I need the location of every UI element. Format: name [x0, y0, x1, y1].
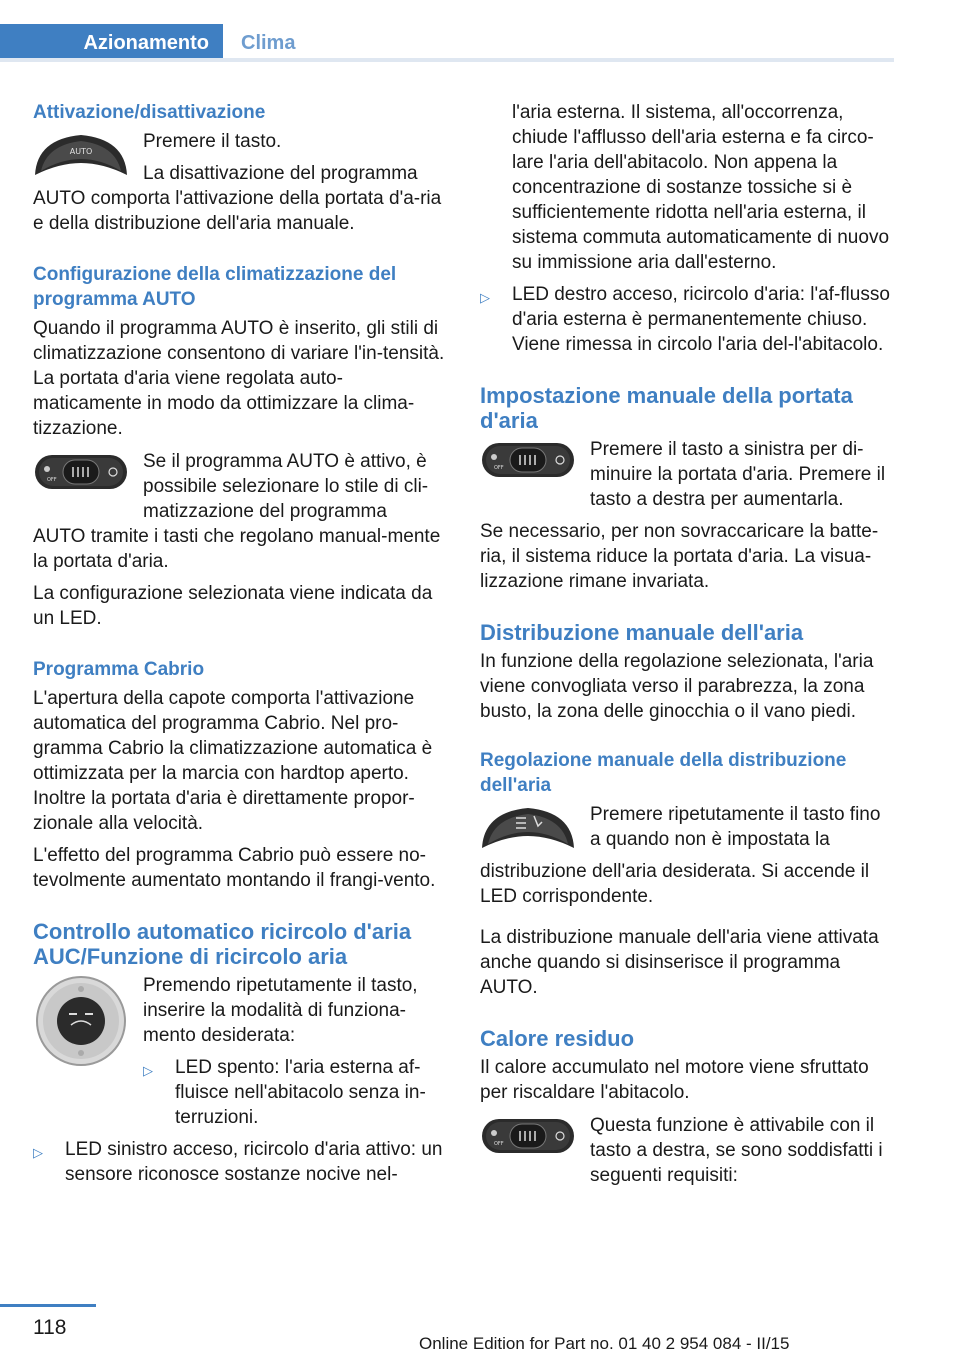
- edition-footer: Online Edition for Part no. 01 40 2 954 084 - II/15: [419, 1334, 790, 1353]
- onoff-para-2a: La disattivazione del programma: [143, 163, 418, 184]
- heading-residual-heat: Calore residuo: [480, 1026, 635, 1051]
- dist-para-1: In funzione della regolazione selezionata, l'aria viene convogliata verso il parabrezza, la zona busto, la zona delle ginocchia o il vano piedi.: [480, 651, 874, 722]
- config-figure-row: [33, 449, 448, 524]
- distreg-para-1a: Premere ripetutamente il tasto fino a quando non è impostata la: [590, 804, 881, 850]
- flow-para-2: Se necessario, per non sovraccaricare la batte-ria, il sistema riduce la portata d'aria. La visua-lizzazione rimane invariata.: [480, 521, 879, 592]
- auc-figure-row: [33, 973, 448, 1130]
- heading-distribution: Distribuzione manuale dell'aria: [480, 620, 804, 645]
- heading-onoff: Attivazione/disattivazione: [33, 102, 266, 123]
- heat-para-1: Il calore accumulato nel motore viene sfruttato per riscaldare l'abitacolo.: [480, 1057, 869, 1103]
- heat-para-2: Questa funzione è attivabile con il tasto a destra, se sono soddisfatti i seguenti requisiti:: [590, 1115, 883, 1186]
- auc-bullet-2-continued: [480, 100, 896, 275]
- right-column: [480, 100, 896, 1188]
- bullet-triangle-icon: ▷: [480, 290, 490, 305]
- fan-control-image: [33, 449, 129, 524]
- tab-azionamento[interactable]: Azionamento: [0, 24, 223, 62]
- auc-bullet-2-cont-text: l'aria esterna. Il sistema, all'occorrenza, chiude l'afflusso dell'aria esterna e fa circo-lare l'aria dell'abitacolo. Non appena la concentrazione di sostanze tossiche si è sufficientemente ridotta nell'aria esterna, il sistema commuta automaticamente di nuovo su immissione aria dall'esterno.: [512, 102, 890, 273]
- cabrio-para-2: L'effetto del programma Cabrio può essere no-tevolmente aumentato montando il frangi-vento.: [33, 845, 436, 891]
- auc-bullet-2: ▷ LED sinistro acceso, ricircolo d'aria attivo: un sensore riconosce sostanze nocive nel-: [33, 1139, 443, 1185]
- config-para-3: La configurazione selezionata viene indicata da un LED.: [33, 583, 433, 629]
- heading-config: Configurazione della climatizzazione del programma AUTO: [33, 264, 397, 310]
- config-para-2a: Se il programma AUTO è attivo, è possibile selezionare lo stile di cli-matizzazione del programma: [143, 451, 429, 522]
- bullet-triangle-icon: ▷: [33, 1145, 43, 1160]
- flow-para-1: Premere il tasto a sinistra per di-minuire la portata d'aria. Premere il tasto a destra per aumentarla.: [590, 439, 886, 510]
- recirculation-button-image: [33, 973, 129, 1130]
- onoff-figure-row: [33, 129, 448, 186]
- auto-button-label: AUTO: [69, 147, 93, 156]
- distreg-para-2: La distribuzione manuale dell'aria viene attivata anche quando si disinserisce il programma AUTO.: [480, 927, 879, 998]
- config-para-1: Quando il programma AUTO è inserito, gli stili di climatizzazione consentono di variare l'in-tensità. La portata d'aria viene regolata auto-maticamente in modo da ottimizzare la clima-tizzazione.: [33, 318, 445, 439]
- fan-control-image: [480, 437, 576, 512]
- auc-bullet-1: ▷ LED spento: l'aria esterna af-fluisce nell'abitacolo senza in-terruzioni.: [143, 1057, 426, 1128]
- distreg-para-1b: distribuzione dell'aria desiderata. Si accende il LED corrispondente.: [480, 861, 870, 907]
- heading-auc: Controllo automatico ricircolo d'aria AUC/Funzione di ricircolo aria: [33, 919, 412, 969]
- cabrio-para-1: L'apertura della capote comporta l'attivazione automatica del programma Cabrio. Nel pro-gramma Cabrio la climatizzazione automatica è ottimizzata per la marcia con hardtop aperto. Inoltre la portata d'aria è direttamente propor-zionale alla velocità.: [33, 688, 433, 834]
- air-distribution-button-image: [480, 802, 576, 859]
- header-rule: [0, 58, 894, 62]
- config-para-2b: AUTO tramite i tasti che regolano manual-mente la portata d'aria.: [33, 526, 441, 572]
- onoff-para-2b: AUTO comporta l'attivazione della portata d'a-ria e della distribuzione dell'aria manuale.: [33, 188, 442, 234]
- bullet-triangle-icon: ▷: [143, 1063, 153, 1078]
- auto-button-image: [33, 129, 129, 186]
- heat-figure-row: [480, 1113, 896, 1188]
- onoff-para-1: Premere il tasto.: [143, 131, 282, 152]
- auc-para-1: Premendo ripetutamente il tasto, inserire la modalità di funziona-mento desiderata:: [143, 975, 418, 1046]
- tab-clima[interactable]: Clima: [241, 31, 296, 54]
- flow-figure-row: [480, 437, 896, 512]
- fan-control-off-label: OFF: [494, 1141, 504, 1147]
- header: [0, 0, 894, 62]
- page-number: 118: [33, 1316, 67, 1339]
- distreg-figure-row: [480, 802, 896, 859]
- left-column: [33, 100, 448, 1187]
- fan-control-image: [480, 1113, 576, 1188]
- heading-flow: Impostazione manuale della portata d'aria: [480, 383, 853, 433]
- fan-control-off-label: OFF: [47, 477, 57, 483]
- heading-distribution-regulation: Regolazione manuale della distribuzione dell'aria: [480, 750, 847, 796]
- heading-cabrio: Programma Cabrio: [33, 659, 205, 680]
- footer-rule: [0, 1304, 96, 1307]
- fan-control-off-label: OFF: [494, 465, 504, 471]
- auc-bullet-3: ▷ LED destro acceso, ricircolo d'aria: l'af-flusso d'aria esterna è permanentemente chiuso. Viene rimessa in circolo l'aria del-l'abitacolo.: [480, 284, 890, 355]
